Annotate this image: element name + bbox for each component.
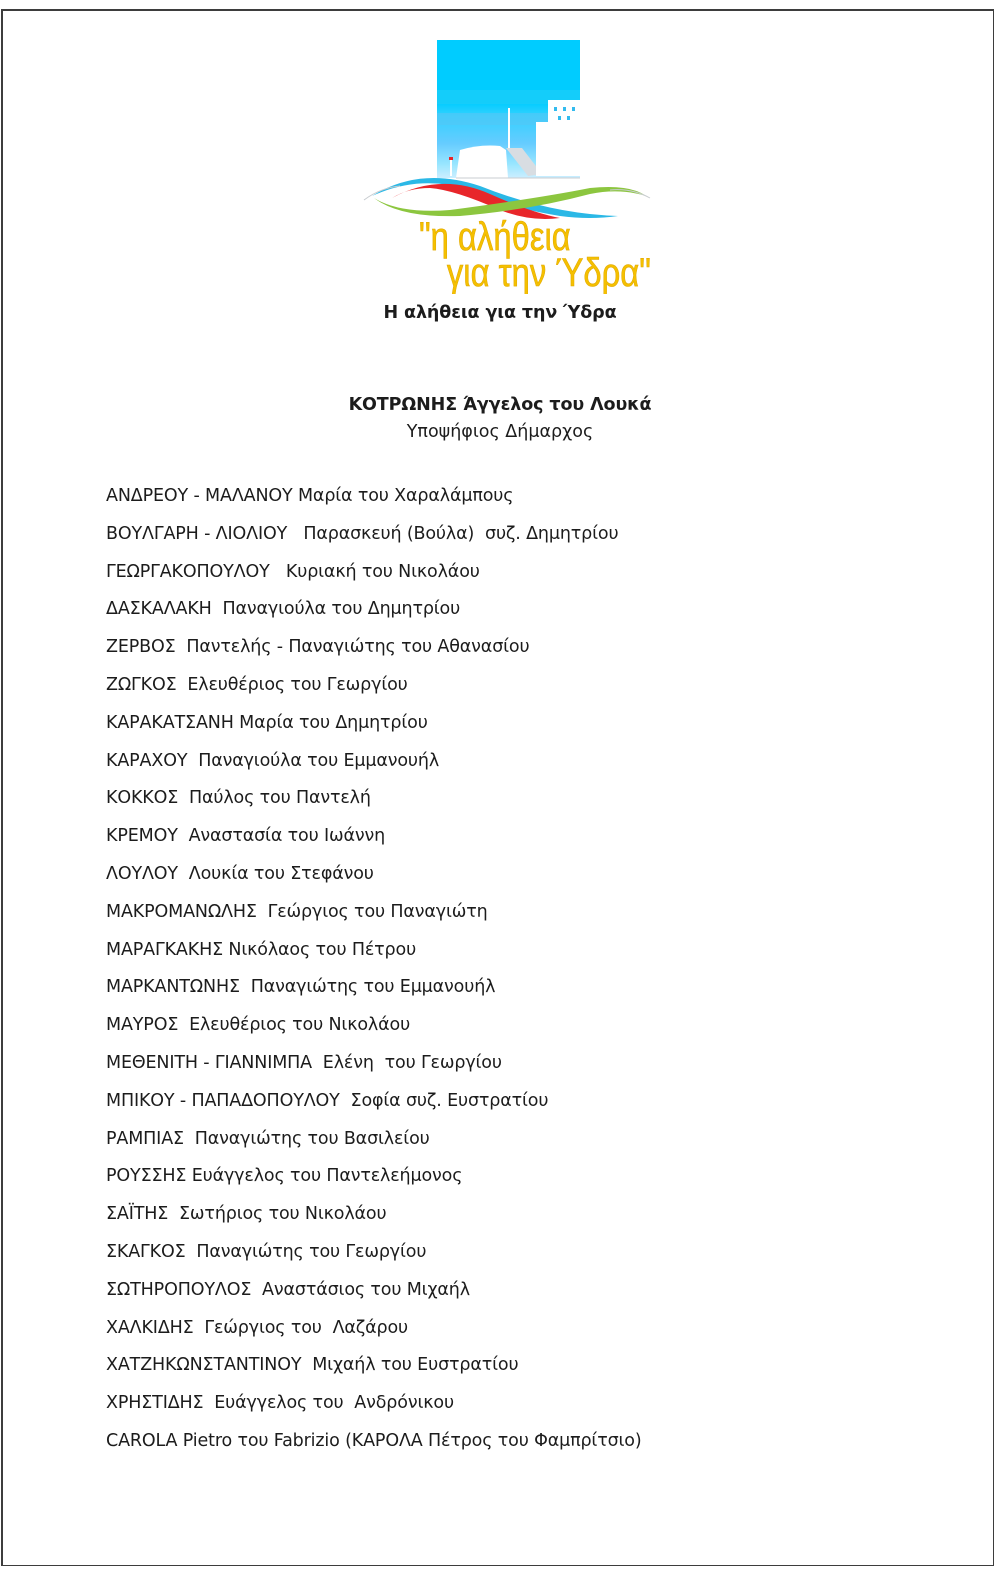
organization-name: Η αλήθεια για την Ύδρα — [383, 303, 617, 323]
candidate-item: ΛΟΥΛΟΥ Λουκία του Στεφάνου — [106, 863, 374, 884]
candidate-item: ΖΩΓΚΟΣ Ελευθέριος του Γεωργίου — [106, 674, 408, 695]
logo-slogan-line1: "η αλήθεια — [419, 213, 571, 259]
candidate-item: ΡΑΜΠΙΑΣ Παναγιώτης του Βασιλείου — [106, 1128, 430, 1149]
candidate-item: ΑΝΔΡΕΟΥ - ΜΑΛΑΝΟΥ Μαρία του Χαραλάμπους — [106, 486, 514, 506]
candidate-item: ΜΑΥΡΟΣ Ελευθέριος του Νικολάου — [106, 1015, 411, 1036]
mayor-candidate — [0, 392, 1000, 446]
candidate-item: ΧΑΤΖΗΚΩΝΣΤΑΝΤΙΝΟΥ Μιχαήλ του Ευστρατίου — [106, 1355, 519, 1376]
candidate-item: ΜΑΡΚΑΝΤΩΝΗΣ Παναγιώτης του Εμμανουήλ — [106, 977, 496, 998]
logo-house-top — [548, 100, 580, 126]
candidate-item: ΜΠΙΚΟΥ - ΠΑΠΑΔΟΠΟΥΛΟΥ Σοφία συζ. Ευστρατίου — [106, 1090, 549, 1111]
candidate-item: ΜΑΚΡΟΜΑΝΩΛΗΣ Γεώργιος του Παναγιώτη — [106, 901, 488, 922]
candidate-list — [106, 478, 642, 1461]
candidate-item: ΖΕΡΒΟΣ Παντελής - Παναγιώτης του Αθανασίου — [106, 637, 530, 658]
mayor-role: Υποψήφιος Δήμαρχος — [406, 422, 594, 442]
logo-slogan-line2: για την Ύδρα" — [446, 249, 651, 294]
candidate-item: ΚΟΚΚΟΣ Παύλος του Παντελή — [106, 788, 371, 809]
candidate-item: ΧΡΗΣΤΙΔΗΣ Ευάγγελος του Ανδρόνικου — [106, 1393, 454, 1414]
candidate-item: ΣΑΪΤΗΣ Σωτήριος του Νικολάου — [106, 1204, 387, 1225]
logo-building — [456, 146, 508, 179]
candidate-item: ΒΟΥΛΓΑΡΗ - ΛΙΟΛΙΟΥ Παρασκευή (Βούλα) συζ. Δημητρίου — [106, 523, 619, 544]
candidate-item: ΓΕΩΡΓΑΚΟΠΟΥΛΟΥ Κυριακή του Νικολάου — [106, 561, 480, 582]
candidate-item: CAROLA Pietro του Fabrizio (ΚΑΡΟΛΑ Πέτρος του Φαμπρίτσιο) — [106, 1430, 642, 1451]
candidate-item: ΧΑΛΚΙΔΗΣ Γεώργιος του Λαζάρου — [106, 1317, 409, 1338]
candidate-item: ΣΚΑΓΚΟΣ Παναγιώτης του Γεωργίου — [106, 1241, 427, 1262]
candidate-item: ΜΑΡΑΓΚΑΚΗΣ Νικόλαος του Πέτρου — [106, 939, 417, 960]
logo-spire — [508, 108, 510, 150]
candidate-item: ΚΑΡΑΚΑΤΣΑΝΗ Μαρία του Δημητρίου — [106, 712, 428, 733]
candidate-item: ΣΩΤΗΡΟΠΟΥΛΟΣ Αναστάσιος του Μιχαήλ — [106, 1279, 470, 1300]
mayor-name: ΚΟΤΡΩΝΗΣ Άγγελος του Λουκά — [348, 395, 652, 415]
logo-house — [536, 122, 580, 176]
party-logo — [360, 38, 652, 294]
candidate-item: ΚΡΕΜΟΥ Αναστασία του Ιωάννη — [106, 826, 386, 847]
candidate-item: ΚΑΡΑΧΟΥ Παναγιούλα του Εμμανουήλ — [106, 750, 440, 771]
candidate-item: ΡΟΥΣΣΗΣ Ευάγγελος του Παντελεήμονος — [106, 1166, 463, 1187]
candidate-item: ΔΑΣΚΑΛΑΚΗ Παναγιούλα του Δημητρίου — [106, 599, 461, 620]
candidate-item: ΜΕΘΕΝΙΤΗ - ΓΙΑΝΝΙΜΠΑ Ελένη του Γεωργίου — [106, 1052, 502, 1073]
